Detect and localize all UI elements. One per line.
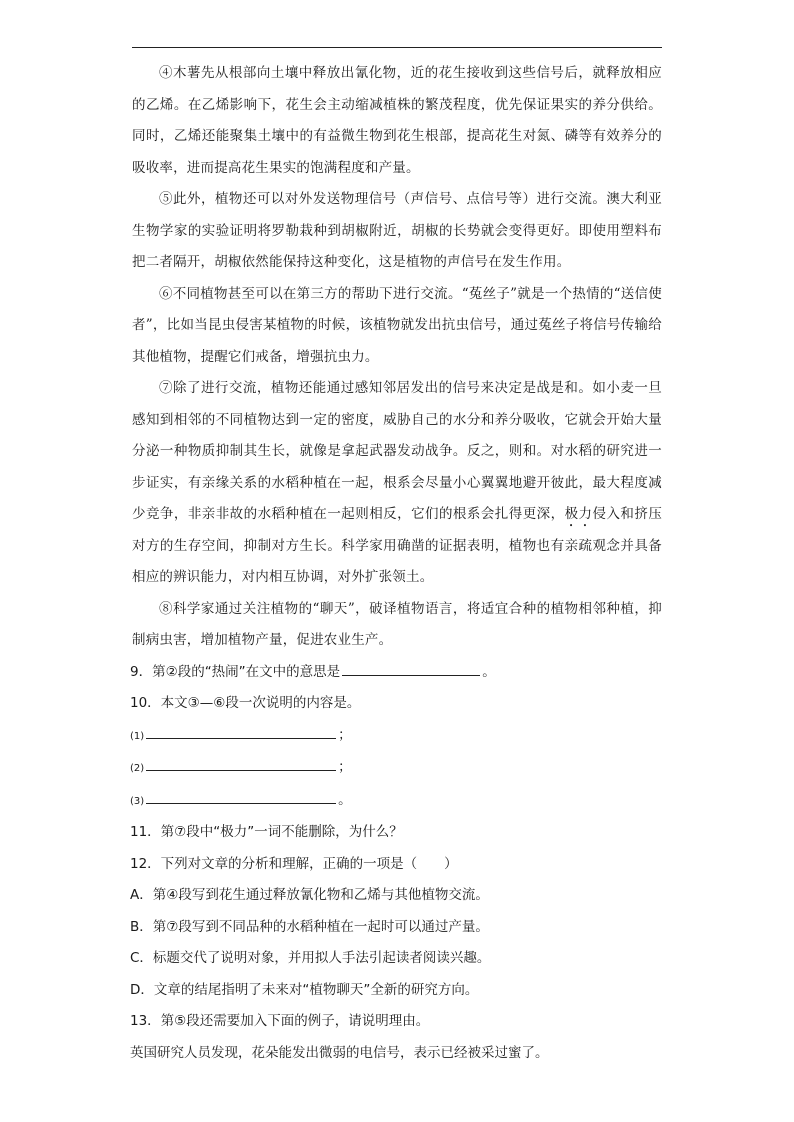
paragraph-5: ⑤此外，植物还可以对外发送物理信号（声信号、点信号等）进行交流。澳大利亚生物学家的实验证明将罗勒栽种到胡椒附近，胡椒的长势就会变得更好。即使用塑料布把二者隔开，胡椒依然能保持这种变化，这是植物的声信号在发生作用。: [132, 191, 662, 270]
question-10-item: [130, 720, 662, 753]
question-10-item: [130, 752, 662, 785]
item-label: (2): [130, 763, 145, 774]
paragraph-4: ④木薯先从根部向土壤中释放出氰化物，近的花生接收到这些信号后，就释放相应的乙烯。在乙烯影响下，花生会主动缩减植株的繁茂程度，优先保证果实的养分供给。同时，乙烯还能聚集土壤中的有益微生物到花生根部，提高花生对氮、磷等有效养分的吸收率，进而提高花生果实的饱满程度和产量。: [132, 65, 662, 176]
question-11: 11．第⑦段中“极力”一词不能删除，为什么？: [130, 824, 403, 840]
paragraph-7-part-a: ⑦除了进行交流，植物还能通过感知邻居发出的信号来决定是战是和。如小麦一旦感知到相邻的不同植物达到一定的密度，威胁自己的水分和养分吸收，它就会开始大量分泌一种物质抑制其生长，就像是拿起武器发动战争。反之，则和。对水稻的研究进一步证实，有亲缘关系的水稻种植在一起，根系会尽量小心翼翼地避开彼此，最大程度减少竞争，非亲非故的水稻种植在一起则相反，它们的根系会扎得更深，: [132, 380, 662, 522]
answer-blank-9[interactable]: [342, 661, 480, 676]
question-12: 12．下列对文章的分析和理解，正确的一项是（ ）: [130, 855, 458, 872]
answer-blank-10-1[interactable]: [146, 724, 336, 739]
top-rule: [132, 47, 662, 48]
question-9: [130, 657, 662, 689]
option-b[interactable]: B．第⑦段写到不同品种的水稻种植在一起时可以通过产量。: [130, 918, 489, 935]
item-label: (3): [130, 795, 145, 807]
emphasized-word: 极力: [564, 506, 593, 522]
paragraph-6: ⑥不同植物甚至可以在第三方的帮助下进行交流。“菟丝子”就是一个热情的“送信使者”，比如当昆虫侵害某植物的时候，该植物就发出抗虫信号，通过菟丝子将信号传输给其他植物，提醒它们戒备，增强抗虫力。: [132, 285, 662, 365]
document-body: [132, 58, 662, 1069]
paragraph-8: ⑧科学家通过关注植物的“聊天”，破译植物语言，将适宜合种的植物相邻种植，抑制病虫害，增加植物产量，促进农业生产。: [132, 600, 662, 648]
question-13-example: 英国研究人员发现，花朵能发出微弱的电信号，表示已经被采过蜜了。: [130, 1044, 549, 1061]
answer-blank-10-3[interactable]: [146, 789, 336, 804]
item-end: ；: [338, 759, 352, 775]
answer-blank-10-2[interactable]: [146, 756, 336, 771]
option-c[interactable]: C．标题交代了说明对象，并用拟人手法引起读者阅读兴趣。: [130, 950, 491, 966]
question-9-text: 9．第②段的“热闹”在文中的意思是: [130, 663, 341, 680]
option-a[interactable]: A．第④段写到花生通过释放氰化物和乙烯与其他植物交流。: [130, 887, 489, 903]
paragraph-7-part-b: 侵入和挤压对方的生存空间，抑制对方生长。科学家用确凿的证据表明，植物也有亲疏观念并具备相应的辨识能力，对内相互协调，对外扩张领土。: [132, 506, 663, 585]
question-13: 13．第⑤段还需要加入下面的例子，请说明理由。: [130, 1013, 430, 1029]
item-end: ；: [338, 726, 352, 743]
question-10: 10．本文③—⑥段一次说明的内容是。: [130, 695, 361, 711]
question-9-end: 。: [482, 663, 496, 680]
paragraph-7: [132, 373, 662, 594]
item-label: (1): [130, 730, 145, 742]
question-10-item: [130, 785, 662, 818]
option-d[interactable]: D．文章的结尾指明了未来对“植物聊天”全新的研究方向。: [130, 981, 479, 998]
item-end: 。: [338, 791, 352, 808]
